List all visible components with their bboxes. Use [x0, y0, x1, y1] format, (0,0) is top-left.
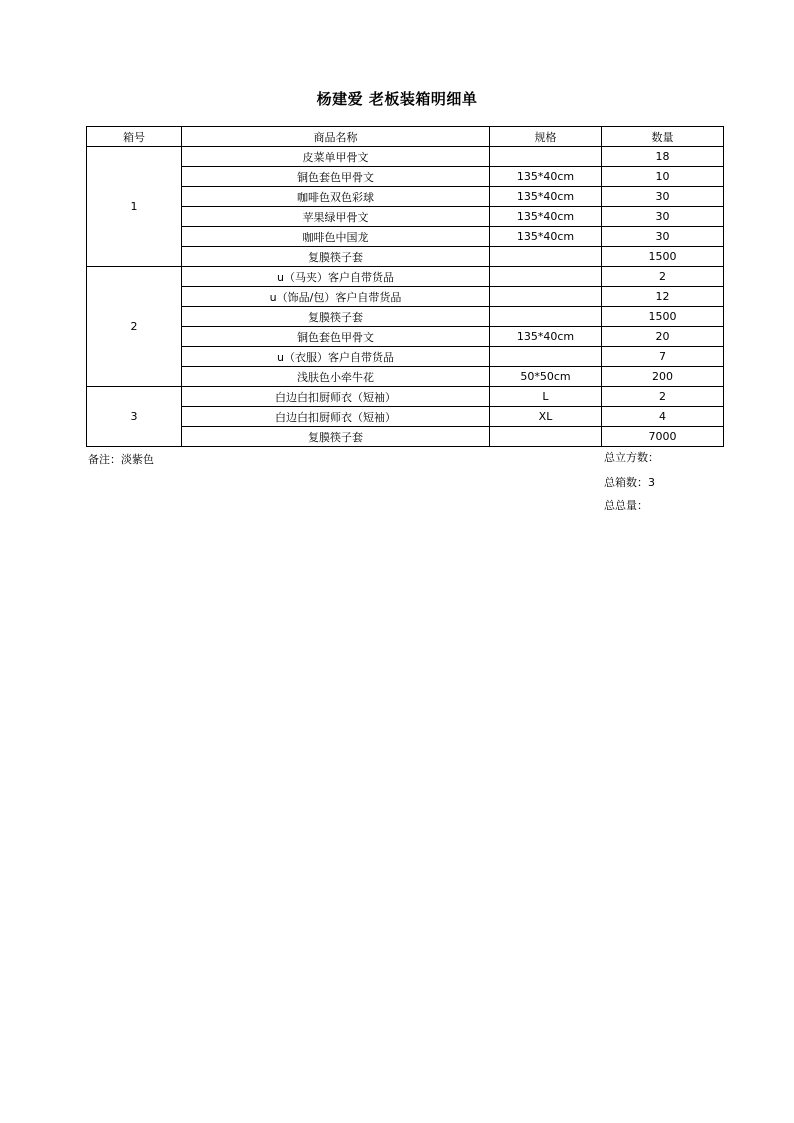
spec-cell: L [490, 387, 602, 407]
product-name-cell: 复膜筷子套 [182, 247, 490, 267]
spec-cell [490, 347, 602, 367]
spec-cell: 135*40cm [490, 227, 602, 247]
product-name-cell: 复膜筷子套 [182, 307, 490, 327]
table-row [87, 427, 724, 447]
product-name-cell: 浅肤色小牵牛花 [182, 367, 490, 387]
product-name-cell: 苹果绿甲骨文 [182, 207, 490, 227]
quantity-cell: 2 [602, 267, 724, 287]
quantity-cell: 18 [602, 147, 724, 167]
box-number-cell: 3 [87, 387, 182, 447]
total-weight-label: 总总量： [604, 499, 648, 512]
header-box-number: 箱号 [87, 127, 182, 147]
spec-cell [490, 427, 602, 447]
product-name-cell: 皮菜单甲骨文 [182, 147, 490, 167]
box-number-cell: 2 [87, 267, 182, 387]
spec-cell [490, 147, 602, 167]
product-name-cell: 咖啡色中国龙 [182, 227, 490, 247]
table-row [87, 327, 724, 347]
table-header-row [87, 127, 724, 147]
product-name-cell: 铜色套色甲骨文 [182, 327, 490, 347]
quantity-cell: 12 [602, 287, 724, 307]
quantity-cell: 30 [602, 227, 724, 247]
quantity-cell: 20 [602, 327, 724, 347]
quantity-cell: 7 [602, 347, 724, 367]
total-cubic-label: 总立方数： [604, 451, 659, 464]
product-name-cell: 复膜筷子套 [182, 427, 490, 447]
spec-cell [490, 267, 602, 287]
quantity-cell: 10 [602, 167, 724, 187]
spec-cell [490, 247, 602, 267]
box-number-cell: 1 [87, 147, 182, 267]
spec-cell: 135*40cm [490, 327, 602, 347]
quantity-cell: 7000 [602, 427, 724, 447]
product-name-cell: u（马夹）客户自带货品 [182, 267, 490, 287]
document-title: 杨建爱 老板装箱明细单 [316, 90, 478, 108]
product-name-cell: u（衣服）客户自带货品 [182, 347, 490, 367]
quantity-cell: 2 [602, 387, 724, 407]
total-boxes-label: 总箱数：3 [604, 476, 655, 489]
spec-cell: 135*40cm [490, 167, 602, 187]
spec-cell: 50*50cm [490, 367, 602, 387]
quantity-cell: 4 [602, 407, 724, 427]
quantity-cell: 1500 [602, 307, 724, 327]
table-row [87, 247, 724, 267]
product-name-cell: 咖啡色双色彩球 [182, 187, 490, 207]
spec-cell [490, 307, 602, 327]
spec-cell [490, 287, 602, 307]
spec-cell: 135*40cm [490, 187, 602, 207]
table-row [87, 187, 724, 207]
quantity-cell: 30 [602, 187, 724, 207]
table-row [87, 207, 724, 227]
header-spec: 规格 [490, 127, 602, 147]
table-row [87, 307, 724, 327]
table-row [87, 407, 724, 427]
product-name-cell: u（饰品/包）客户自带货品 [182, 287, 490, 307]
packing-table [86, 126, 724, 447]
header-quantity: 数量 [602, 127, 724, 147]
table-row [87, 347, 724, 367]
quantity-cell: 200 [602, 367, 724, 387]
remark-note: 备注：淡紫色 [88, 453, 154, 466]
quantity-cell: 30 [602, 207, 724, 227]
table-row [87, 387, 724, 407]
table-row [87, 267, 724, 287]
table-row [87, 227, 724, 247]
quantity-cell: 1500 [602, 247, 724, 267]
product-name-cell: 铜色套色甲骨文 [182, 167, 490, 187]
header-product-name: 商品名称 [182, 127, 490, 147]
spec-cell: 135*40cm [490, 207, 602, 227]
table-row [87, 367, 724, 387]
table-row [87, 287, 724, 307]
product-name-cell: 白边白扣厨师衣（短袖） [182, 387, 490, 407]
spec-cell: XL [490, 407, 602, 427]
table-row [87, 167, 724, 187]
product-name-cell: 白边白扣厨师衣（短袖） [182, 407, 490, 427]
table-row [87, 147, 724, 167]
